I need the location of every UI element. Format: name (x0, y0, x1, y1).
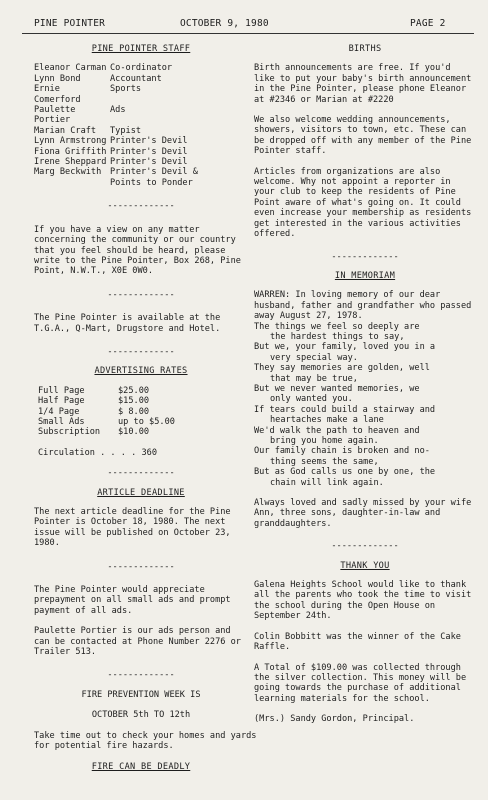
poem-line: that may be true, (270, 373, 358, 384)
rate-value: $15.00 (118, 396, 150, 407)
signature: (Mrs.) Sandy Gordon, Principal. (254, 714, 415, 725)
rate-row (34, 396, 248, 406)
births-paragraph: Birth announcements are free. If you'd like to put your baby's birth announcement in the Pine Pointer, please phone Eleanor at #2346 or Marian at #2220 (254, 63, 472, 105)
staff-row (34, 74, 248, 84)
staff-list (34, 63, 248, 188)
staff-row (34, 105, 248, 126)
rates-table (34, 386, 248, 438)
rates-heading: ADVERTISING RATES (94, 366, 188, 377)
rate-value: $25.00 (118, 385, 150, 396)
divider: ------------- (107, 468, 175, 479)
left-column (34, 44, 257, 772)
staff-row (34, 136, 248, 146)
prepay-paragraph: The Pine Pointer would appreciate prepayment on all small ads and prompt payment of all ads. (34, 585, 231, 616)
memoriam-poem (254, 322, 476, 489)
rate-row (34, 386, 248, 396)
memoriam-intro: WARREN: In loving memory of our dear husband, father and grandfather who passed away August 27, 1978. (254, 290, 472, 322)
rate-value: up to $5.00 (118, 416, 175, 427)
announcements-paragraph: We also welcome wedding announcements, showers, visitors to town, etc. These can be dropped off with any member of the Pine Pointer staff. (254, 115, 472, 157)
staff-row (34, 84, 248, 105)
poem-line: But we, your family, loved you in a (254, 342, 436, 353)
poem-line: They say memories are golden, well (254, 363, 430, 374)
issue-date: OCTOBER 9, 1980 (180, 18, 269, 29)
right-column (254, 44, 476, 725)
rate-label: Small Ads (38, 416, 85, 427)
poem-line: Our family chain is broken and no- (254, 446, 430, 457)
divider: ------------- (107, 346, 175, 357)
divider: ------------- (107, 561, 175, 572)
ads-contact-paragraph: Paulette Portier is our ads person and can be contacted at Phone Number 2276 or Trailer 513. (34, 626, 241, 658)
divider: ------------- (331, 541, 399, 552)
divider: ------------- (331, 251, 399, 262)
staff-heading: PINE POINTER STAFF (91, 44, 191, 54)
staff-name: Marg Beckwith (34, 167, 102, 178)
circulation-line: Circulation . . . . 360 (38, 447, 157, 458)
header-rule (22, 33, 474, 34)
staff-role: Ads (110, 105, 126, 116)
memoriam-heading: IN MEMORIAM (334, 270, 396, 281)
poem-line: thing seems the same, (270, 456, 379, 467)
staff-name: Paulette Portier (34, 105, 76, 126)
staff-row (34, 126, 248, 136)
divider: ------------- (107, 670, 175, 681)
divider: ------------- (107, 201, 175, 212)
poem-line: If tears could build a stairway and (254, 404, 436, 415)
rate-value: $ 8.00 (118, 406, 150, 417)
staff-role: Points to Ponder (110, 177, 193, 188)
staff-name: Fiona Griffith (34, 146, 107, 157)
poem-line: The things we feel so deeply are (254, 321, 420, 332)
staff-name: Lynn Bond (34, 73, 81, 84)
poem-line: bring you home again. (270, 436, 379, 446)
view-paragraph: If you have a view on any matter concerning the community or our country that you feel should be heard, please write to the Pine Pointer, Box 268, Pine Point, N.W.T., X0E 0W0. (34, 224, 241, 277)
articles-paragraph: Articles from organizations are also welcome. Why not appoint a reporter in your club to keep the residents of Pine Point aware of what's going on. It could even increase your membership as residents get interested in the various activities offered. (254, 166, 472, 240)
births-heading: BIRTHS (348, 44, 382, 54)
staff-row (34, 178, 248, 188)
masthead-name: PINE POINTER (34, 18, 106, 29)
rate-label: 1/4 Page (38, 406, 80, 417)
deadline-paragraph: The next article deadline for the Pine Pointer is October 18, 1980. The next issue will be published on October 23, 1980. (34, 507, 231, 549)
fire-paragraph: Take time out to check your homes and yards for potential fire hazards. (34, 730, 257, 752)
staff-role: Printer's Devil & (110, 167, 198, 178)
memoriam-closing: Always loved and sadly missed by your wife Ann, three sons, daughter-in-law and granddaughters. (254, 498, 472, 529)
deadline-heading: ARTICLE DEADLINE (97, 487, 185, 498)
staff-row (34, 147, 248, 157)
staff-role: Printer's Devil (110, 146, 188, 157)
staff-role: Typist (110, 125, 142, 136)
rate-label: Half Page (38, 396, 85, 407)
poem-line: But we never wanted memories, we (254, 383, 420, 394)
collection-paragraph: A Total of $109.00 was collected through the silver collection. This money will be going towards the purchase of additional learning materials for the school. (254, 662, 467, 704)
rate-value: $10.00 (118, 427, 150, 438)
thank-you-paragraph: Galena Heights School would like to thank all the parents who took the time to visit the school during the Open House on September 24th. (254, 580, 472, 622)
rate-row (34, 417, 248, 427)
rate-label: Full Page (38, 385, 85, 396)
poem-line: the hardest things to say, (270, 331, 405, 342)
poem-line: heartaches make a lane (270, 415, 384, 426)
staff-name: Marian Craft (34, 125, 97, 136)
poem-line: chain will link again. (270, 477, 384, 488)
poem-line: only wanted you. (270, 394, 353, 405)
poem-line: But as God calls us one by one, the (254, 467, 436, 478)
staff-role: Co-ordinator (110, 63, 173, 74)
raffle-paragraph: Colin Bobbitt was the winner of the Cake Raffle. (254, 631, 461, 653)
rate-row (34, 427, 248, 437)
staff-name: Lynn Armstrong (34, 136, 107, 147)
staff-name: Eleanor Carman (34, 63, 107, 74)
staff-role: Sports (110, 84, 142, 95)
staff-name (34, 178, 110, 188)
staff-row (34, 63, 248, 73)
rate-row (34, 407, 248, 417)
staff-role: Accountant (110, 73, 162, 84)
staff-row (34, 157, 248, 167)
poem-line: We'd walk the path to heaven and (254, 425, 420, 436)
thank-you-heading: THANK YOU (340, 560, 390, 571)
fire-week-dates: OCTOBER 5th TO 12th (91, 710, 191, 721)
fire-deadly-heading: FIRE CAN BE DEADLY (91, 761, 191, 772)
staff-role: Printer's Devil (110, 157, 188, 168)
page-number: PAGE 2 (410, 18, 446, 29)
fire-week-heading: FIRE PREVENTION WEEK IS (81, 689, 201, 700)
staff-role: Printer's Devil (110, 136, 188, 147)
divider: ------------- (107, 289, 175, 300)
availability-paragraph: The Pine Pointer is available at the T.G.A., Q-Mart, Drugstore and Hotel. (34, 313, 221, 334)
rate-label: Subscription (38, 427, 101, 438)
staff-name: Irene Sheppard (34, 157, 107, 168)
staff-name: Ernie Comerford (34, 84, 81, 105)
staff-row (34, 167, 248, 177)
poem-line: very special way. (270, 352, 358, 363)
